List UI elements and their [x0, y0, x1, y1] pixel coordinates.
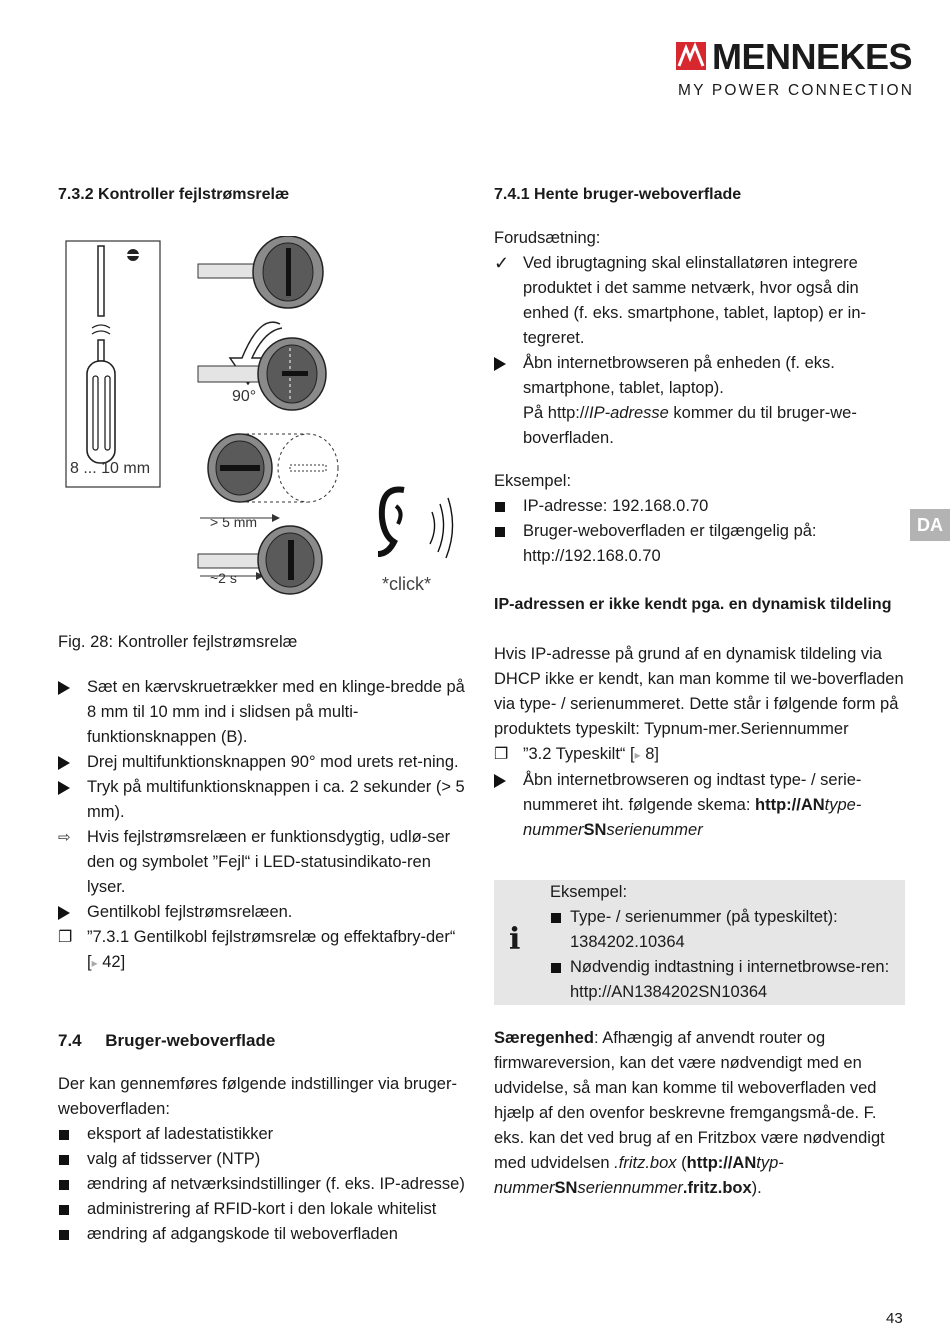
bullet-square-icon — [551, 913, 561, 923]
info-label: Eksempel: — [550, 883, 628, 901]
doc-ref-typeskilt[interactable]: ❐ ”3.2 Typeskilt“ [▸ 8] — [494, 742, 906, 768]
label-blade-width: 8 ... 10 mm — [70, 460, 151, 477]
action-triangle-icon — [58, 756, 70, 770]
checkmark-icon: ✓ — [494, 253, 510, 273]
label-rotation: 90° — [232, 388, 257, 405]
action-triangle-icon — [58, 781, 70, 795]
bullet-square-icon — [59, 1205, 69, 1215]
right-dhcp — [494, 642, 906, 843]
list-item: Bruger-weboverfladen er tilgængelig på: http://192.168.0.70 — [494, 519, 904, 569]
list-item: Nødvendig indtastning i internetbrowse-ren: http://AN1384202SN10364 — [550, 955, 900, 1005]
figure-28 — [60, 236, 480, 606]
action-triangle-icon — [58, 681, 70, 695]
brand-tagline: MY POWER CONNECTION — [678, 82, 915, 99]
list-item: IP-adresse: 192.168.0.70 — [494, 494, 904, 519]
list-item: ændring af adgangskode til weboverfladen — [58, 1222, 468, 1247]
label-click: *click* — [382, 574, 432, 594]
result-arrow-icon: ⇨ — [58, 829, 71, 846]
bullet-square-icon — [495, 527, 505, 537]
page-ref-arrow-icon: ▸ — [634, 748, 641, 762]
bullet-square-icon — [59, 1180, 69, 1190]
bullet-square-icon — [59, 1130, 69, 1140]
bullet-square-icon — [495, 502, 505, 512]
right-example — [494, 469, 904, 569]
step-result: ⇨ Hvis fejlstrømsrelæen er funktionsdygtig, udlø-ser den og symbolet ”Fejl“ i LED-statusindikato-ren lyser. — [58, 825, 468, 900]
bullet-square-icon — [59, 1155, 69, 1165]
list-item: valg af tidsserver (NTP) — [58, 1147, 468, 1172]
special-note: Særegenhed: Afhængig af anvendt router og firmwareversion, kan det være nødvendigt med en udvidelse, så man kan komme til weboverfladen ved hjælp af den ovenfor beskrevne fremgangsmå-de. F. eks. kan det ved brug af en Fritzbox være nødvendigt med udvidelsen .fritz.box (http://ANtyp-nummerSNseriennummer.fritz.box). — [494, 1029, 885, 1197]
step-enter-serial: Åbn internetbrowseren og indtast type- / serie-nummeret iht. følgende skema: http://ANtype-nummerSNserienummer — [494, 768, 906, 843]
list-item: Type- / serienummer (på typeskiltet): 1384202.10364 — [550, 905, 900, 955]
dhcp-text: Hvis IP-adresse på grund af en dynamisk tildeling via DHCP ikke er kendt, kan man komme til we-boverfladen via type- / serienummeret. Dette står i følgende form på produktets typeskilt: Typnum-mer.Seriennummer — [494, 645, 904, 738]
info-box — [494, 880, 905, 1005]
prereq-item: ✓ Ved ibrugtagning skal elinstallatøren integrere produktet i det samme netværk, hvor også din enhed (f. eks. smartphone, tablet, laptop) er in-tegreret. — [494, 253, 867, 347]
brand-logo — [676, 36, 915, 100]
label-push-time: ~2 s — [210, 570, 237, 586]
page-ref-arrow-icon: ▸ — [91, 956, 98, 970]
bullet-square-icon — [551, 963, 561, 973]
step-open-browser: Åbn internetbrowseren på enheden (f. eks. smartphone, tablet, laptop). På http://IP-adresse kommer du til bruger-we-boverfladen. — [494, 351, 904, 451]
left-steps — [58, 675, 468, 976]
rcd-test-illustration — [60, 236, 480, 606]
document-reference-icon: ❐ — [58, 929, 73, 946]
prereq-label: Forudsætning: — [494, 229, 601, 247]
label-push-depth: > 5 mm — [210, 514, 258, 530]
step-rotate-knob: Drej multifunktionsknappen 90° mod urets ret-ning. — [58, 750, 468, 775]
step-doc-ref[interactable]: ❐ ”7.3.1 Gentilkobl fejlstrømsrelæ og effektafbry-der“ [▸ 42] — [58, 925, 468, 976]
step-insert-screwdriver: Sæt en kærvskruetrækker med en klinge-bredde på 8 mm til 10 mm ind i slidsen på multi-funktionsknappen (B). — [58, 675, 468, 750]
list-item: ændring af netværksindstillinger (f. eks. IP-adresse) — [58, 1172, 468, 1197]
page-number: 43 — [886, 1310, 903, 1327]
left-intro — [58, 1072, 468, 1247]
action-triangle-icon — [494, 774, 506, 788]
language-tab: DA — [910, 509, 950, 541]
action-triangle-icon — [58, 906, 70, 920]
step-reconnect: Gentilkobl fejlstrømsrelæen. — [58, 900, 468, 925]
settings-intro: Der kan gennemføres følgende indstillinger via bruger-weboverfladen: — [58, 1075, 457, 1118]
section-heading-7-3-2: 7.3.2 Kontroller fejlstrømsrelæ — [58, 186, 290, 203]
section-heading-7-4: 7.4 Bruger-weboverflade — [58, 1031, 276, 1050]
dhcp-heading: IP-adressen er ikke kendt pga. en dynamisk tildeling — [494, 596, 892, 613]
mennekes-logo-icon — [676, 42, 706, 70]
example-label: Eksempel: — [494, 472, 572, 490]
action-triangle-icon — [494, 357, 506, 371]
step-press-knob: Tryk på multifunktionsknappen i ca. 2 sekunder (> 5 mm). — [58, 775, 468, 825]
right-prereq — [494, 226, 904, 451]
list-item: eksport af ladestatistikker — [58, 1122, 468, 1147]
document-reference-icon: ❐ — [494, 746, 509, 763]
section-heading-7-4-1: 7.4.1 Hente bruger-weboverflade — [494, 186, 742, 203]
info-icon: i — [509, 922, 521, 957]
list-item: administrering af RFID-kort i den lokale whitelist — [58, 1197, 468, 1222]
bullet-square-icon — [59, 1230, 69, 1240]
figure-caption: Fig. 28: Kontroller fejlstrømsrelæ — [58, 633, 298, 651]
brand-name: MENNEKES — [712, 36, 913, 77]
